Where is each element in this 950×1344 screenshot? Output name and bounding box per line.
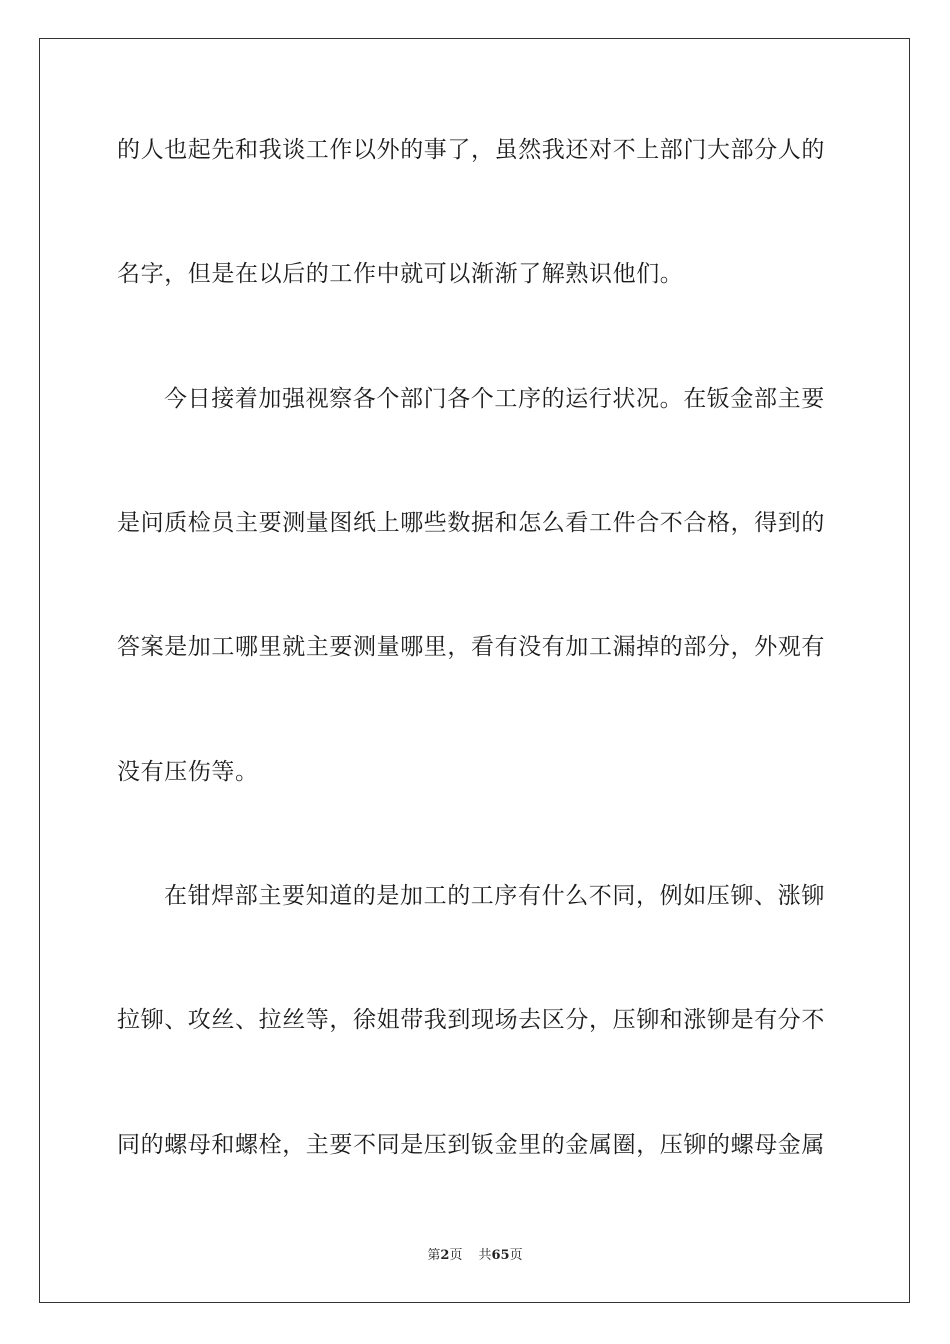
body-text-line: 同的螺母和螺栓，主要不同是压到钣金里的金属圈，压铆的螺母金属 — [117, 1132, 825, 1158]
total-prefix: 共 — [478, 1248, 492, 1263]
total-pages: 65 — [491, 1248, 510, 1263]
body-text-line: 没有压伤等。 — [117, 759, 259, 785]
paragraph-start-line: 在钳焊部主要知道的是加工的工序有什么不同，例如压铆、涨铆 — [164, 883, 825, 909]
paragraph-start-line: 今日接着加强视察各个部门各个工序的运行状况。在钣金部主要 — [164, 386, 825, 412]
page-footer — [0, 1247, 950, 1265]
body-text-line: 拉铆、攻丝、拉丝等，徐姐带我到现场去区分，压铆和涨铆是有分不 — [117, 1007, 825, 1033]
body-text-line: 答案是加工哪里就主要测量哪里，看有没有加工漏掉的部分，外观有 — [117, 634, 825, 660]
page-prefix: 第 — [427, 1248, 441, 1263]
total-suffix: 页 — [509, 1248, 523, 1263]
page-suffix: 页 — [449, 1248, 463, 1263]
page-number: 2 — [440, 1248, 450, 1263]
body-text-line: 的人也起先和我谈工作以外的事了，虽然我还对不上部门大部分人的 — [117, 137, 825, 163]
page-border — [39, 38, 910, 1303]
body-text-line: 名字，但是在以后的工作中就可以渐渐了解熟识他们。 — [117, 261, 684, 287]
body-text-line: 是问质检员主要测量图纸上哪些数据和怎么看工件合不合格，得到的 — [117, 510, 825, 536]
